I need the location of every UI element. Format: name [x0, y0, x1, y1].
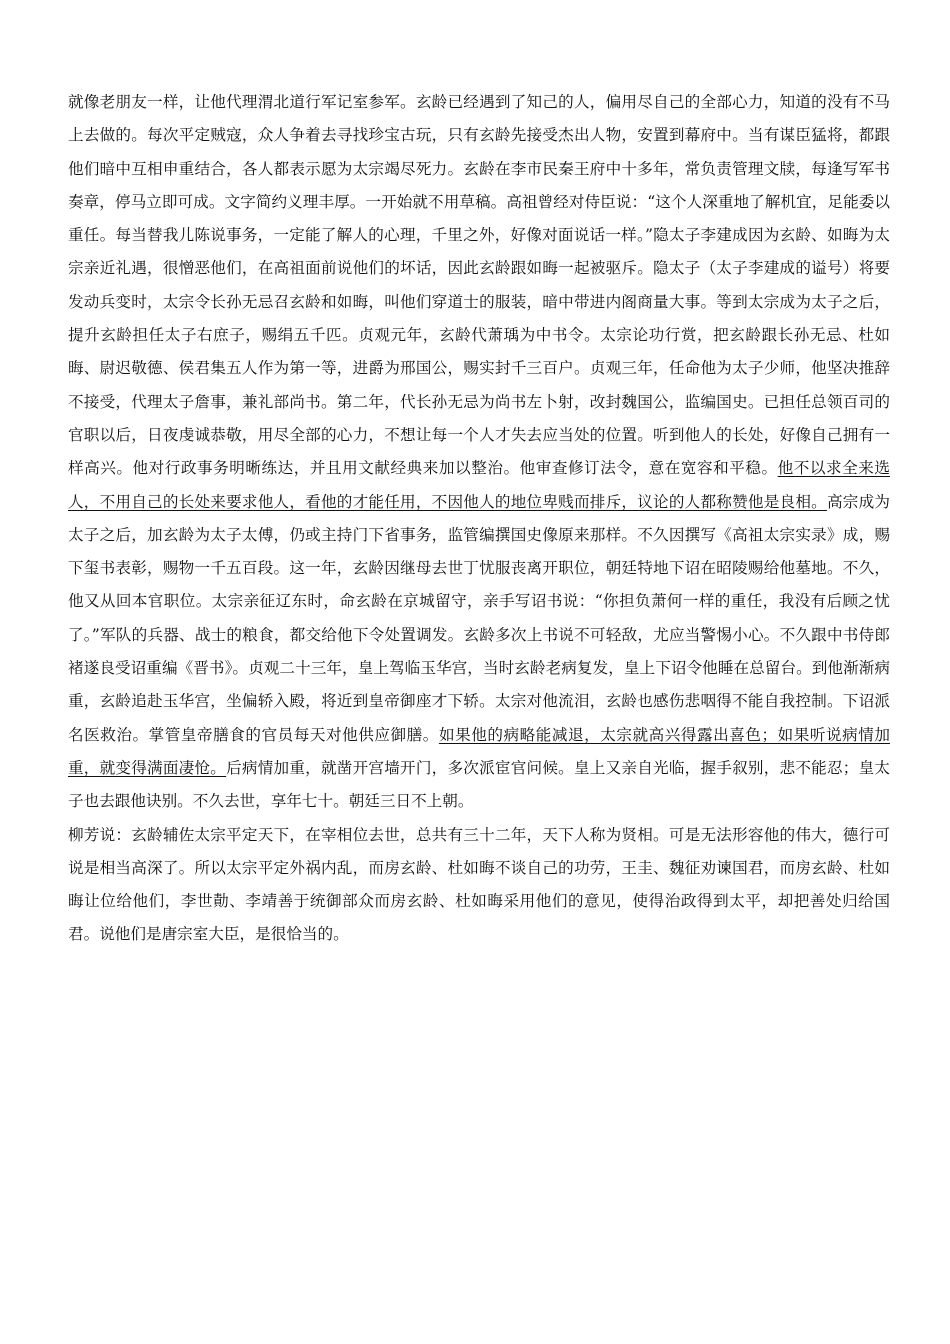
paragraph-main	[68, 86, 890, 819]
text-segment: 后病情加重，就凿开宫墙开门，多次派宦官问候。皇上又亲自光临，握手叙别，悲不能忍；皇太子也去跟他诀别。不久去世，享年七十。朝廷三日不上朝。	[68, 758, 890, 811]
underlined-sentence: 他不以求全来选人，不用自己的长处来要求他人，看他的才能任用，不因他人的地位卑贱而排斥，议论的人都称赞他是良相。	[68, 459, 890, 511]
paragraph-commentary: 柳芳说：玄龄辅佐太宗平定天下，在宰相位去世，总共有三十二年，天下人称为贤相。可是无法形容他的伟大，德行可说是相当高深了。所以太宗平定外祸内乱，而房玄龄、杜如晦不谈自己的功劳，王圭、魏征劝谏国君，而房玄龄、杜如晦让位给他们，李世勣、李靖善于统御部众而房玄龄、杜如晦采用他们的意见，使得治政得到太平，却把善处归给国君。说他们是唐宗室大臣，是很恰当的。	[68, 825, 890, 944]
underlined-sentence: 如果他的病略能减退，太宗就高兴得露出喜色；如果听说病情加重，就变得满面凄怆。	[68, 725, 890, 777]
document-page	[68, 86, 890, 952]
text-segment: 就像老朋友一样，让他代理渭北道行军记室参军。玄龄已经遇到了知己的人，偏用尽自己的全部心力，知道的没有不马上去做的。每次平定贼寇，众人争着去寻找珍宝古玩，只有玄龄先接受杰出人物，安置到幕府中。当有谋臣猛将，都跟他们暗中互相申重结合，各人都表示愿为太宗竭尽死力。玄龄在李市民秦王府中十多年，常负责管理文牍，每逢写军书奏章，停马立即可成。文字简约义理丰厚。一开始就不用草稿。高祖曾经对侍臣说：“这个人深重地了解机宜，足能委以重任。每当替我儿陈说事务，一定能了解人的心理，千里之外，好像对面说话一样。”隐太子李建成因为玄龄、如晦为太宗亲近礼遇，很憎恶他们，在高祖面前说他们的坏话，因此玄龄跟如晦一起被驱斥。隐太子（太子李建成的谥号）将要发动兵变时，太宗令长孙无忌召玄龄和如晦，叫他们穿道士的服装，暗中带进内阁商量大事。等到太宗成为太子之后，提升玄龄担任太子右庶子，赐绢五千匹。贞观元年，玄龄代萧瑀为中书令。太宗论功行赏，把玄龄跟长孙无忌、杜如晦、尉迟敬德、侯君集五人作为第一等，进爵为邢国公，赐实封千三百户。贞观三年，任命他为太子少师，他坚决推辞不接受，代理太子詹事，兼礼部尚书。第二年，代长孙无忌为尚书左卜射，改封魏国公，监编国史。已担任总领百司的官职以后，日夜虔诚恭敬，用尽全部的心力，不想让每一个人才失去应当处的位置。听到他人的长处，好像自己拥有一样高兴。他对行政事务明晰练达，并且用文献经典来加以整治。他审查修订法令，意在宽容和平稳。	[68, 93, 890, 478]
text-segment: 高宗成为太子之后，加玄龄为太子太傅，仍或主持门下省事务，监管编撰国史像原来那样。不久因撰写《高祖太宗实录》成，赐下玺书表彰，赐物一千五百段。这一年，玄龄因继母去世丁忧服丧离开职位，朝廷特地下诏在昭陵赐给他墓地。不久，他又从回本官职位。太宗亲征辽东时，命玄龄在京城留守，亲手写诏书说：“你担负萧何一样的重任，我没有后顾之忧了。”军队的兵器、战士的粮食，都交给他下令处置调发。玄龄多次上书说不可轻敌，尤应当警惕小心。不久跟中书侍郎褚遂良受诏重编《晋书》。贞观二十三年，皇上驾临玉华宫，当时玄龄老病复发，皇上下诏令他睡在总留台。到他渐渐病重，玄龄追赴玉华宫，坐偏轿入殿，将近到皇帝御座才下轿。太宗对他流泪，玄龄也感伤悲咽得不能自我控制。下诏派名医救治。掌管皇帝膳食的官员每天对他供应御膳。	[68, 492, 890, 744]
